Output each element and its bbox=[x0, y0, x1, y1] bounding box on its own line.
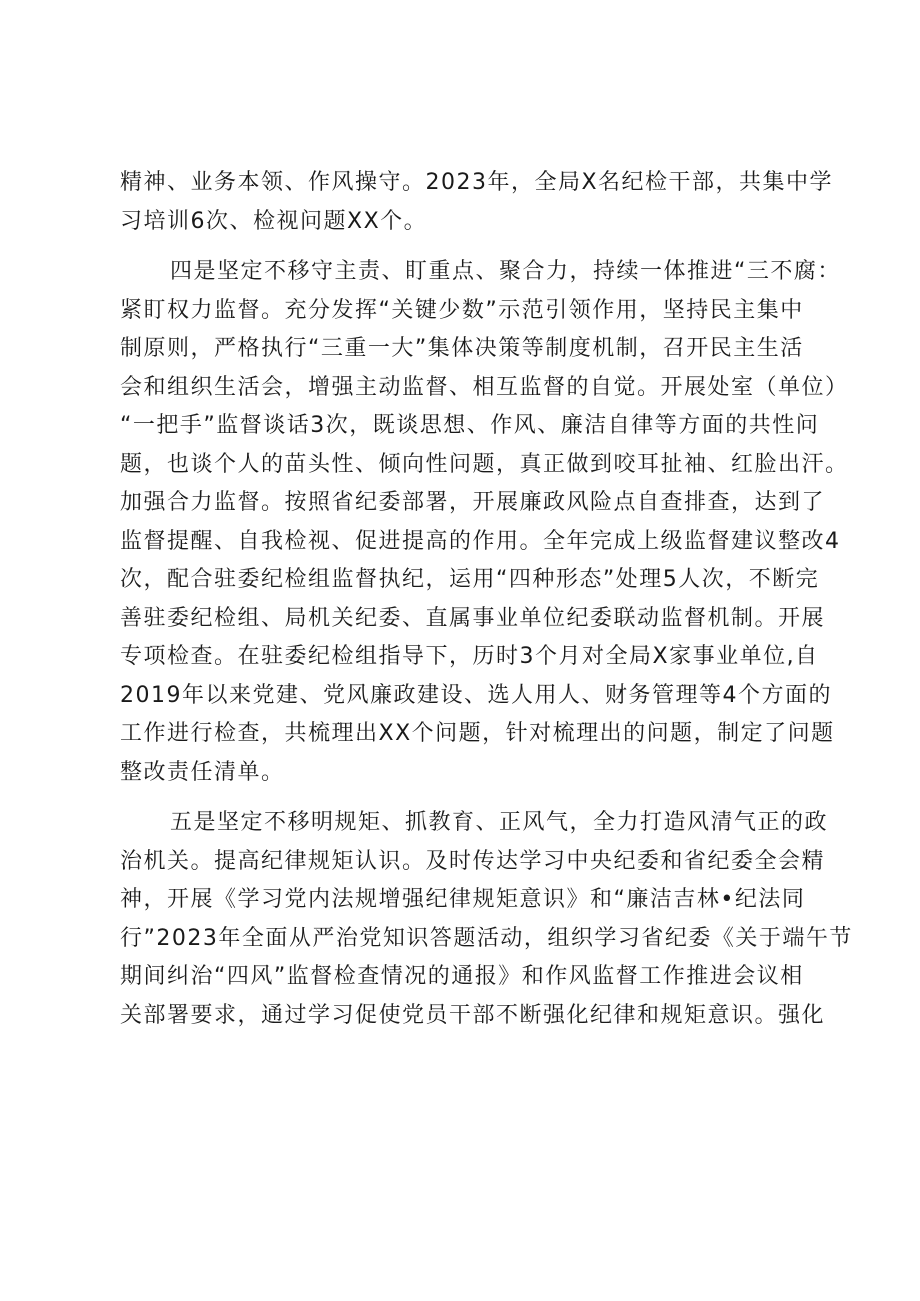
paragraph-four bbox=[120, 253, 849, 792]
text-line: 神，开展《学习党内法规增强纪律规矩意识》和“廉洁吉林•纪法同 bbox=[120, 887, 806, 912]
paragraph-five bbox=[120, 804, 853, 1035]
text-line: 专项检查。在驻委纪检组指导下，历时3个月对全局X家事业单位,自 bbox=[120, 644, 819, 669]
text-line: 治机关。提高纪律规矩认识。及时传达学习中央纪委和省纪委全会精 bbox=[120, 848, 826, 874]
text-line: 加强合力监督。按照省纪委部署，开展廉政风险点自查排查，达到了 bbox=[120, 490, 826, 515]
text-line: 习培训6次、检视问题XX个。 bbox=[120, 208, 428, 234]
text-line: 监督提醒、自我检视、促进提高的作用。全年完成上级监督建议整改4 bbox=[120, 528, 841, 554]
text-line: 精神、业务本领、作风操守。2023年，全局X名纪检干部，共集中学 bbox=[120, 170, 834, 195]
text-line: 四是坚定不移守主责、盯重点、聚合力，持续一体推进“三不腐： bbox=[170, 259, 841, 284]
text-line: 紧盯权力监督。充分发挥“关键少数”示范引领作用，坚持民主集中 bbox=[120, 297, 804, 323]
text-line: 期间纠治“四风”监督检查情况的通报》和作风监督工作推进会议相 bbox=[120, 964, 804, 989]
text-line: 五是坚定不移明规矩、抓教育、正风气，全力打造风清气正的政 bbox=[170, 810, 829, 835]
text-line: 会和组织生活会，增强主动监督、相互监督的自觉。开展处室（单位） bbox=[120, 374, 849, 400]
text-line: 善驻委纪检组、局机关纪委、直属事业单位纪委联动监督机制。开展 bbox=[120, 605, 826, 631]
document-body bbox=[120, 164, 853, 1035]
text-line: 题，也谈个人的苗头性、倾向性问题，真正做到咬耳扯袖、红脸出汗。 bbox=[120, 451, 849, 477]
paragraph-continuation bbox=[120, 164, 834, 241]
text-line: 制原则，严格执行“三重一大”集体决策等制度机制，召开民主生活 bbox=[120, 336, 804, 361]
text-line: 次，配合驻委纪检组监督执纪，运用“四种形态”处理5人次，不断完 bbox=[120, 567, 820, 592]
text-line: 整改责任清单。 bbox=[120, 759, 285, 785]
text-line: 行”2023年全面从严治党知识答题活动，组织学习省纪委《关于端午节 bbox=[120, 925, 853, 951]
text-line: 关部署要求，通过学习促使党员干部不断强化纪律和规矩意识。强化 bbox=[120, 1002, 826, 1028]
text-line: “一把手”监督谈话3次，既谈思想、作风、廉洁自律等方面的共性问 bbox=[120, 413, 820, 438]
text-line: 2019年以来党建、党风廉政建设、选人用人、财务管理等4个方面的 bbox=[120, 682, 832, 708]
text-line: 工作进行检查，共梳理出XX个问题，针对梳理出的问题，制定了问题 bbox=[120, 721, 835, 746]
